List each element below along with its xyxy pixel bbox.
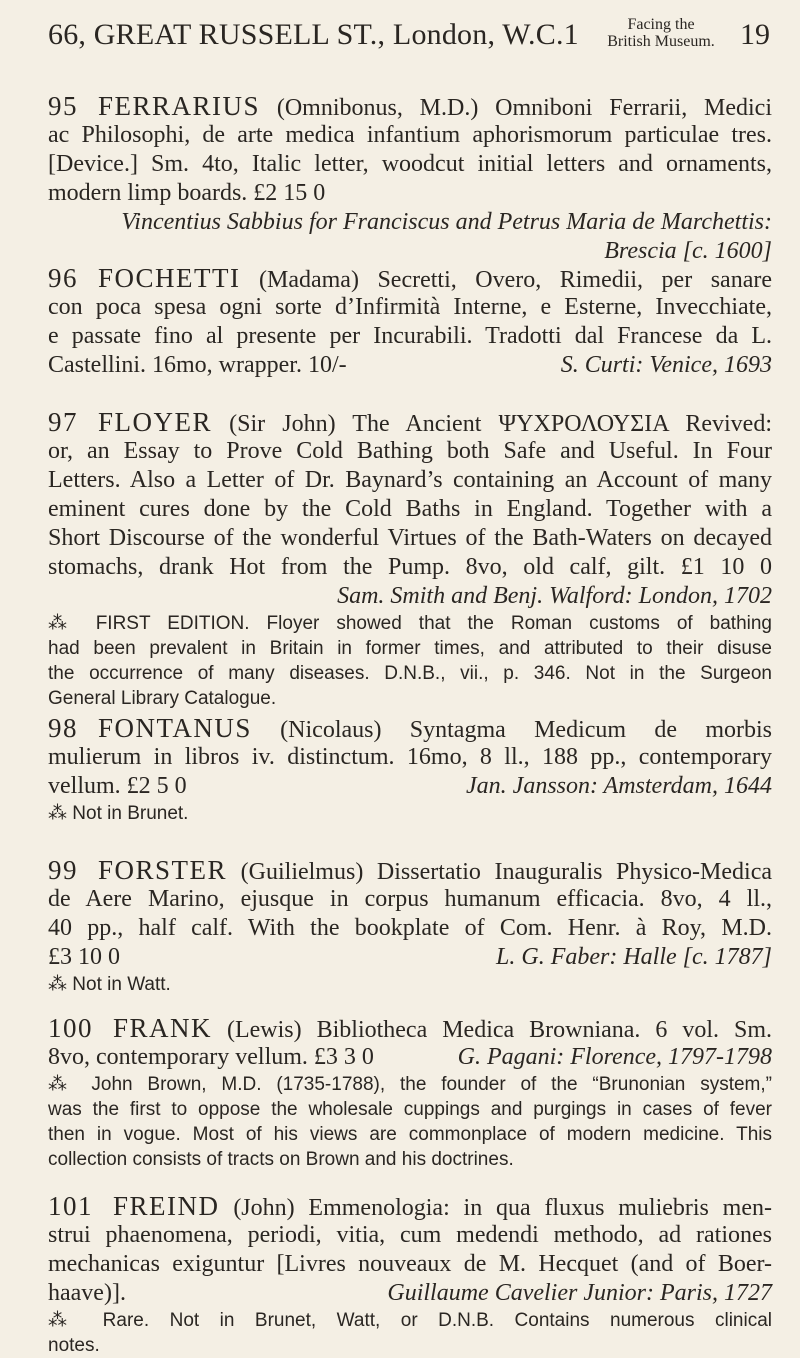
catalogue-entry-101 [48,1192,772,1358]
entry-line: ac Philosophi, de arte medica infantium aphorismorum particulae tres. [48,122,772,148]
entry-line: haave)]. [48,1280,126,1306]
facing-line-2: British Museum. [607,33,715,50]
entry-line: e passate fino al presente per Incurabili. Tradotti dal Francese da L. [48,323,772,349]
entry-line: mulierum in libros iv. distinctum. 16mo, 8 ll., 188 pp., contemporary [48,744,772,770]
entry-author: FRANK [113,1013,213,1043]
entry-imprint: L. G. Faber: Halle [c. 1787] [496,944,772,970]
running-title: 66, GREAT RUSSELL ST., London, W.C.1 [48,18,579,51]
entry-note: ⁂ Rare. Not in Brunet, Watt, or D.N.B. Contains numerous clinical notes. [48,1310,772,1356]
entry-note: ⁂ Not in Brunet. [48,803,189,824]
entry-line: con poca spesa ogni sorte d’Infirmità Interne, e Esterne, Invecchiate, [48,294,772,320]
entry-author: FORSTER [98,855,228,885]
entry-line: stomachs, drank Hot from the Pump. 8vo, old calf, gilt. £1 10 0 [48,554,772,580]
entry-number: 101 [48,1191,93,1221]
entry-line: Short Discourse of the wonderful Virtues of the Bath-Waters on decayed [48,525,772,551]
entry-imprint: Brescia [c. 1600] [604,238,772,264]
entry-line: 8vo, contemporary vellum. £3 3 0 [48,1044,374,1070]
entry-line: mechanicas exiguntur [Livres nouveaux de M. Hecquet (and of Boer- [48,1251,772,1277]
entry-imprint: Guillaume Cavelier Junior: Paris, 1727 [387,1280,772,1306]
entry-number: 96 [48,263,78,293]
entry-imprint: Sam. Smith and Benj. Walford: London, 1702 [337,583,772,609]
entry-line: de Aere Marino, ejusque in corpus humanum efficacia. 8vo, 4 ll., [48,886,772,912]
entry-line: (Sir John) The Ancient ΨΥΧΡΟΛΟΥΣΙΑ Revived: [229,411,773,437]
entry-author: FERRARIUS [98,91,261,121]
entry-line: (John) Emmenologia: in qua fluxus muliebris men- [233,1195,772,1221]
entry-number: 97 [48,407,78,437]
entry-line: eminent cures done by the Cold Baths in England. Together with a [48,496,772,522]
catalogue-entry-98 [48,714,772,826]
entry-line: (Lewis) Bibliotheca Medica Browniana. 6 vol. Sm. [227,1017,772,1043]
entry-number: 100 [48,1013,93,1043]
catalogue-entry-95 [48,92,772,266]
facing-line-1: Facing the [627,16,695,33]
entry-line: (Nicolaus) Syntagma Medicum de morbis [280,717,772,743]
catalogue-entry-99 [48,856,772,997]
page-header [48,14,770,64]
entry-line: strui phaenomena, periodi, vitia, cum medendi methodo, ad rationes [48,1222,772,1248]
entry-imprint: Jan. Jansson: Amsterdam, 1644 [466,773,772,799]
entry-author: FLOYER [98,407,213,437]
entry-note: ⁂ FIRST EDITION. Floyer showed that the Roman customs of bathing had been prevalent in Britain in former times, and attributed to their disuse the occurrence of many diseases. D.N.B., vii., p. 346. Not in the Surgeon General Library Catalogue. [48,613,772,709]
entry-note: ⁂ Not in Watt. [48,974,171,995]
entry-line: £3 10 0 [48,944,120,970]
entry-author: FONTANUS [98,713,252,743]
entry-line: or, an Essay to Prove Cold Bathing both Safe and Useful. In Four [48,438,772,464]
entry-line: Letters. Also a Letter of Dr. Baynard’s containing an Account of many [48,467,772,493]
entry-imprint: Vincentius Sabbius for Franciscus and Petrus Maria de Marchettis: [121,209,772,235]
facing-note [596,16,726,50]
entry-author: FREIND [113,1191,220,1221]
entry-line: (Guilielmus) Dissertatio Inauguralis Physico-Medica [240,859,773,885]
entry-line: (Omnibonus, M.D.) Omniboni Ferrarii, Medici [276,95,773,121]
entry-line: vellum. £2 5 0 [48,773,187,799]
entry-imprint: G. Pagani: Florence, 1797-1798 [457,1044,772,1070]
entry-line: 40 pp., half calf. With the bookplate of Com. Henr. à Roy, M.D. [48,915,772,941]
entry-number: 99 [48,855,78,885]
catalogue-entry-97 [48,408,772,711]
entry-number: 95 [48,91,78,121]
catalogue-entry-100 [48,1014,772,1172]
entry-line: (Madama) Secretti, Overo, Rimedii, per sanare [259,267,772,293]
entry-number: 98 [48,713,78,743]
entry-author: FOCHETTI [98,263,241,293]
entry-line: modern limp boards. £2 15 0 [48,180,326,206]
entry-note: ⁂ John Brown, M.D. (1735-1788), the founder of the “Brunonian system,” was the first to oppose the wholesale cuppings and purgings in cases of fever then in vogue. Most of his views are commonplace of modern medicine. This collection consists of tracts on Brown and his doctrines. [48,1074,772,1170]
catalogue-entry-96 [48,264,772,380]
entry-line: [Device.] Sm. 4to, Italic letter, woodcut initial letters and ornaments, [48,151,772,177]
entry-imprint: S. Curti: Venice, 1693 [560,352,772,378]
page-number: 19 [740,18,770,51]
entry-line: Castellini. 16mo, wrapper. 10/- [48,352,347,378]
